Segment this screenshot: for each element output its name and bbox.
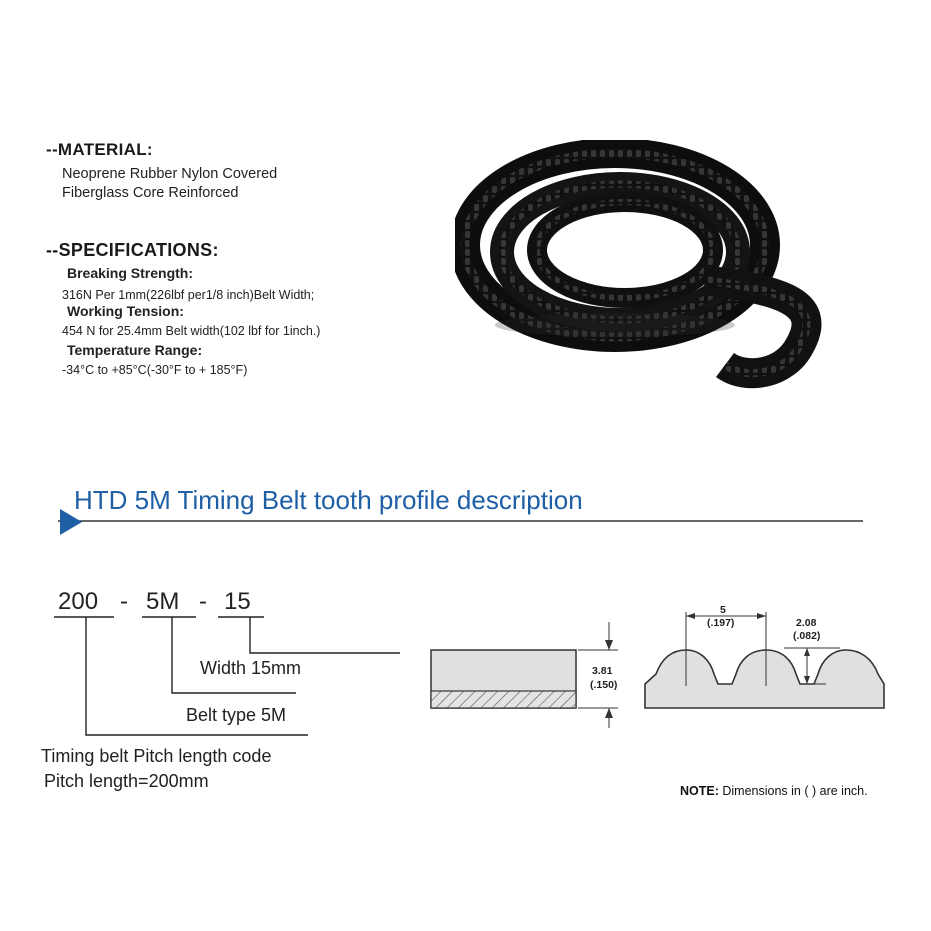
pitch-label-2: Pitch length=200mm xyxy=(44,771,209,791)
working-tension-value: 454 N for 25.4mm Belt width(102 lbf for 1inch.) xyxy=(62,324,321,338)
section-title: HTD 5M Timing Belt tooth profile description xyxy=(74,485,583,515)
thickness-mm: 3.81 xyxy=(592,665,613,677)
code-dash-1: - xyxy=(120,588,128,615)
pitch-in: (.197) xyxy=(707,617,735,629)
width-label: Width 15mm xyxy=(200,658,302,678)
breaking-strength-label: Breaking Strength: xyxy=(67,265,194,281)
tooth-height-in: (.082) xyxy=(793,630,821,642)
temperature-range-label: Temperature Range: xyxy=(67,342,203,358)
tooth-height-mm: 2.08 xyxy=(796,617,817,629)
note xyxy=(680,784,868,798)
material-heading: --MATERIAL: xyxy=(46,140,153,159)
tooth-profile xyxy=(640,596,890,716)
material-line-2: Fiberglass Core Reinforced xyxy=(62,185,239,201)
note-text: Dimensions in ( ) are inch. xyxy=(722,784,868,798)
code-dash-2: - xyxy=(199,588,207,615)
type-code: 5M xyxy=(146,588,180,615)
specifications-heading: --SPECIFICATIONS: xyxy=(46,240,219,260)
temperature-range-value: -34°C to +85°C(-30°F to + 185°F) xyxy=(62,363,248,377)
pitch-mm: 5 xyxy=(720,604,726,616)
belt-type-label: Belt type 5M xyxy=(186,705,287,725)
note-label: NOTE: xyxy=(680,784,719,798)
breaking-strength-value: 316N Per 1mm(226lbf per1/8 inch)Belt Width; xyxy=(62,288,315,302)
thickness-in: (.150) xyxy=(590,679,618,691)
material-line-1: Neoprene Rubber Nylon Covered xyxy=(62,166,278,182)
working-tension-label: Working Tension: xyxy=(67,303,184,319)
pitch-label-1: Timing belt Pitch length code xyxy=(41,746,272,766)
pitch-code: 200 xyxy=(58,588,99,615)
width-code: 15 xyxy=(224,588,251,615)
